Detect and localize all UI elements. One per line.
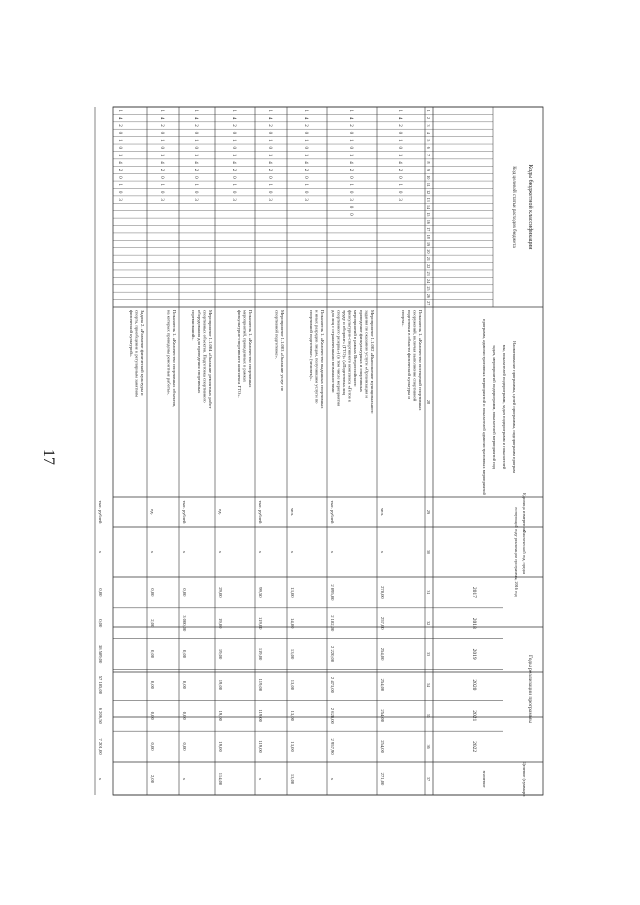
row-name-line: физкультурно-спортивного комплекса ГТО». [236,310,242,398]
row-name-line: спортивного резерва») (в том числе мероприятия [336,310,342,407]
code-digit: 0 [397,190,402,194]
row-fact: x [218,550,223,554]
code-digit: 0 [231,176,236,179]
col-num-30: 30 [426,550,431,554]
col-num-32: 32 [426,621,431,626]
row-name-line: спортивной подготовке» (человек)». [308,310,314,381]
code-digit: 2 [267,168,272,172]
col-num-5: 5 [426,139,431,142]
code-digit: 0 [303,190,308,194]
row-name-line: труду и обороне» (ГТО)» («Подготовка лиц [342,310,347,396]
row-value: 2,00 [150,619,155,628]
code-digit: 3 [117,198,122,201]
code-digit: 2 [117,168,122,172]
row-value: 2 182,00 [330,615,335,632]
code-digit: 1 [267,139,272,142]
code-digit: 4 [303,161,308,164]
row-fact: x [380,550,385,554]
col-num-20: 20 [426,249,431,254]
code-digit: 4 [231,161,236,164]
code-digit: 4 [397,161,402,164]
col-num-33: 33 [426,652,431,657]
row-value: 0,00 [150,588,155,597]
row-value: 3 000,00 [182,615,187,632]
col-num-28: 28 [426,400,431,404]
row-name-line: Мероприятие 1.1.004 «Оказание ремонтных работ [208,310,213,409]
row-final: x [330,777,335,781]
col-num-25: 25 [426,286,431,291]
row-value: 99,50 [258,587,263,598]
row-fact: x [290,550,295,554]
col-num-12: 12 [426,190,431,195]
col-num-35: 35 [426,713,431,718]
code-digit: 0 [267,176,272,179]
code-digit: 1 [267,183,272,187]
col-num-13: 13 [426,197,431,202]
code-digit: 2 [193,168,198,172]
col-num-29: 29 [426,510,431,514]
code-digit: 1 [231,183,236,187]
code-digit: 1 [193,109,198,112]
row-fact: x [258,550,263,554]
row-value: 119,00 [258,647,263,661]
row-unit: тыс. рублей [182,500,187,524]
code-digit: 2 [267,124,272,127]
col-num-31: 31 [426,590,431,595]
code-digit: 4 [348,116,353,120]
row-value: 0,00 [182,742,187,751]
row-value: 19,00 [218,648,223,660]
row-value: 254,00 [380,740,385,753]
row-unit: ед. [218,509,223,515]
col-num-2: 2 [426,117,431,120]
code-digit: 4 [159,161,164,164]
code-digit: 0 [193,176,198,179]
page-number: 17 [40,449,57,465]
row-name-line: оборудования для проведения спортивных [196,310,202,394]
code-digit: 2 [348,168,353,172]
program-table [98,107,543,797]
code-digit: 0 [117,190,122,194]
row-fact: x [98,550,103,554]
program-name-header-4: программ, административных мероприятий и показателей административных мероприятий [482,319,487,495]
code-digit: 0 [159,176,164,179]
final-header: Целевое (суммарн [522,761,527,797]
row-value: 19,00 [218,679,223,691]
code-digit: 3 [267,198,272,201]
row-value: 119,00 [258,617,263,630]
code-digit: 0 [348,213,353,216]
final-value-header: значение [482,770,487,788]
row-final: x [98,777,103,781]
row-name-line: Показатель 1. «Количество спортивных объектов, [172,310,177,408]
row-name-line: Показатель 1. «Количество выданных спортивных [320,310,325,409]
code-digit: 0 [348,131,353,135]
row-value: 2 957,90 [330,738,335,755]
code-digit: 0 [231,146,236,149]
code-digit: 0 [303,146,308,149]
row-value: 0,00 [150,650,155,659]
row-value: 13,00 [290,710,295,721]
code-digit: 1 [303,153,308,157]
row-name-line: проведение физкультурных и спортивных [358,310,364,393]
code-digit: 0 [267,146,272,149]
code-digit: 4 [267,161,272,164]
code-digit: 1 [348,109,353,112]
program-name-header-2: мы, показателей подпрограмм, задач подпрограмм и показателей [502,344,507,470]
row-name-line: Задача 2. «Развитие физической культуры и [140,310,145,396]
row-name-line: соревнований». [191,310,197,341]
row-value: 13,00 [290,587,295,598]
row-name-line: мероприятий в рамках Всероссийского [353,310,359,387]
code-digit: 0 [348,176,353,179]
code-digit: 4 [193,116,198,120]
col-num-7: 7 [426,154,431,157]
row-fact: x [150,550,155,554]
program-name-header: Наименование программы, целей программы, подпрограмм програм [512,341,517,473]
fact-header-2: ествующий году реализации программы, 2016 год [514,507,519,597]
code-digit: 0 [117,131,122,135]
code-digit: 2 [159,124,164,127]
code-digit: 1 [397,109,402,112]
code-digit: 0 [348,190,353,194]
row-value: 7 201,00 [98,738,103,755]
code-digit: 2 [159,168,164,172]
col-num-24: 24 [426,279,431,284]
row-unit: чел. [290,508,295,516]
row-value: 0,00 [98,588,103,597]
row-value: 19,00 [218,618,223,629]
row-final: 2,00 [150,774,155,784]
row-name-line: на которых проведены ремонтные работы». [166,310,172,396]
code-digit: 1 [303,109,308,112]
row-value: 0,00 [182,680,187,689]
row-final: 114,00 [218,772,223,786]
row-value: 0,00 [150,680,155,689]
col-num-22: 22 [426,264,431,269]
code-digit: 0 [159,146,164,149]
year-2021: 2021 [471,710,477,722]
row-value: 13,00 [290,679,295,691]
row-value: 13,00 [290,648,295,660]
code-digit: 1 [193,183,198,187]
code-digit: 0 [397,176,402,179]
code-digit: 4 [193,161,198,164]
row-value: 254,00 [380,709,385,723]
col-num-34: 34 [426,682,431,687]
code-digit: 0 [267,131,272,135]
code-digit: 1 [159,139,164,142]
code-digit: 2 [348,124,353,127]
col-num-16: 16 [426,219,431,224]
row-unit: чел. [380,508,385,516]
row-value: 13,00 [290,741,295,752]
col-num-3: 3 [426,124,431,127]
row-name-line: для лиц с ограниченными возможностями [330,310,336,393]
row-name-line: подготовки в области физической культуры и [406,310,412,399]
row-value: 38 589,00 [98,644,103,664]
row-value: 0,00 [182,588,187,597]
code-digit: 1 [303,183,308,187]
code-digit: 4 [397,116,402,120]
years-header: Годы реализации программы [527,655,533,723]
code-digit: 1 [159,109,164,112]
code-digit: 2 [303,168,308,172]
year-2022: 2022 [471,741,477,753]
col-num-1: 1 [426,109,431,112]
row-unit: ед. [150,509,155,515]
row-value: 19,00 [218,741,223,752]
program-name-header-3: задач, мероприятий подпрограмм, показателей мероприятий под [492,345,497,469]
row-fact: x [182,550,187,554]
row-final: 13,00 [290,773,295,785]
row-name-line: Мероприятие 1.1.002 «Выполнение муниципального [370,310,375,414]
col-num-36: 36 [426,744,431,749]
row-unit: тыс. рублей [330,500,335,524]
col-num-18: 18 [426,234,431,239]
col-num-27: 27 [426,301,431,306]
code-digit: 4 [303,116,308,120]
unit-header: Единица измерения [522,493,527,531]
col-num-11: 11 [426,182,431,187]
code-digit: 1 [193,139,198,142]
code-digit: 1 [231,139,236,142]
code-digit: 1 [348,153,353,157]
code-digit: 4 [348,161,353,164]
row-value: 0,00 [150,711,155,720]
row-value: 14,00 [290,618,295,629]
col-num-4: 4 [426,131,431,134]
row-value: 6 206,50 [98,707,103,724]
row-value: 119,00 [258,678,263,692]
row-name-line: Показатель 1. «Количество спортивных [248,310,253,388]
col-num-19: 19 [426,242,431,247]
code-digit: 0 [231,190,236,194]
col-num-26: 26 [426,293,431,298]
code-digit: 1 [117,153,122,157]
code-digit: 2 [231,168,236,172]
code-digit: 0 [231,131,236,135]
code-digit: 2 [231,124,236,127]
code-digit: 3 [193,198,198,201]
code-digit: 0 [193,190,198,194]
row-value: 254,00 [380,678,385,692]
code-digit: 0 [193,131,198,135]
year-2018: 2018 [471,617,477,629]
code-digit: 2 [397,124,402,127]
code-digit: 1 [348,139,353,142]
row-value: 254,00 [380,647,385,661]
row-value: 0,00 [182,711,187,720]
row-name-line: спорта». [401,310,407,327]
code-digit: 0 [117,176,122,179]
code-digit: 3 [303,198,308,201]
code-digit: 1 [267,153,272,157]
code-digit: 0 [117,146,122,149]
row-value: 19,00 [218,710,223,721]
year-2017: 2017 [471,586,477,598]
row-value: 0,00 [98,619,103,628]
row-value: 119,00 [258,740,263,753]
row-value: 57 185,00 [98,675,103,695]
code-digit: 1 [348,183,353,187]
row-final: x [258,777,263,781]
code-digit: 1 [117,139,122,142]
code-digit: 2 [193,124,198,127]
row-name-line: спортивных объектов. Подготовка спортивного [202,310,208,403]
code-digit: 0 [348,205,353,209]
code-digit: 1 [267,109,272,112]
code-digit: 2 [117,124,122,127]
code-digit: 0 [397,131,402,135]
code-digit: 1 [193,153,198,157]
code-digit: 0 [193,146,198,149]
code-digit: 0 [303,176,308,179]
code-digit: 3 [397,198,402,201]
col-num-37: 37 [426,777,431,781]
row-name-line: мероприятий, проведенных в рамках [242,310,248,383]
code-digit: 1 [117,109,122,112]
year-2019: 2019 [471,648,477,660]
col-num-21: 21 [426,256,431,261]
code-digit: 1 [231,153,236,157]
col-num-14: 14 [426,205,431,209]
code-digit: 0 [303,131,308,135]
row-name-line: спортивной подготовке». [274,310,280,360]
row-unit: тыс. рублей [258,500,263,524]
budget-classification-header: Коды бюджетной классификации [527,164,533,250]
code-digit: 1 [117,183,122,187]
code-digit: 3 [159,198,164,201]
col-num-23: 23 [426,271,431,276]
code-digit: 4 [159,116,164,120]
code-digit: 1 [397,153,402,157]
year-2020: 2020 [471,679,477,691]
row-name-line: и иных разрядов лицам, получившим услуги по [314,310,320,404]
economic-article-header: Код целевой статьи расходов бюджета [511,166,516,248]
row-final: x [182,777,187,781]
row-value: 0,00 [150,742,155,751]
row-value: 278,00 [380,586,385,599]
code-digit: 4 [117,116,122,120]
code-digit: 0 [267,190,272,194]
row-unit: тыс. рублей [98,500,103,524]
row-value: 119,00 [258,709,263,722]
col-num-17: 17 [426,227,431,232]
code-digit: 0 [159,190,164,194]
row-value: 0,00 [182,650,187,659]
code-digit: 2 [303,124,308,127]
code-digit: 4 [231,116,236,120]
code-digit: 1 [397,139,402,142]
code-digit: 3 [231,198,236,201]
row-name-line: Показатель 1. «Количество посещений спортивных [418,310,423,411]
row-name-line: задания по оказанию услуги «Организация и [364,310,370,398]
row-name-line: физической культурой». [128,310,134,358]
rotated-table-sheet [98,107,543,797]
code-digit: 0 [159,131,164,135]
code-digit: 1 [159,153,164,157]
row-name-line: сооружений, включая выполнение спортивной [412,310,418,402]
code-digit: 0 [397,146,402,149]
code-digit: 4 [117,161,122,164]
row-value: 2 220,00 [330,646,335,663]
code-digit: 1 [231,109,236,112]
col-num-6: 6 [426,146,431,149]
row-name-line: Мероприятие 1.1.003 «Оказание услуг по [280,310,285,392]
row-value: 29,00 [218,587,223,598]
code-digit: 1 [397,183,402,187]
row-value: 257,00 [380,616,385,630]
col-num-15: 15 [426,212,431,217]
row-name-line: спорта, приобщение к регулярным занятиям [134,310,140,397]
row-final: 271,00 [380,772,385,786]
row-value: 2 473,00 [330,676,335,693]
fact-header: Фактический год, предш [522,529,527,575]
row-value: 2 095,00 [330,584,335,601]
code-digit: 3 [348,198,353,201]
row-fact: x [330,550,335,554]
code-digit: 0 [348,146,353,149]
col-num-8: 8 [426,161,431,164]
col-num-10: 10 [426,175,431,180]
col-num-9: 9 [426,168,431,171]
row-name-line: физкультурно-спортивного комплекса «Готов к [347,310,353,403]
code-digit: 4 [267,116,272,120]
row-value: 2 628,00 [330,707,335,724]
code-digit: 2 [397,168,402,172]
code-digit: 1 [159,183,164,187]
code-digit: 1 [303,139,308,142]
